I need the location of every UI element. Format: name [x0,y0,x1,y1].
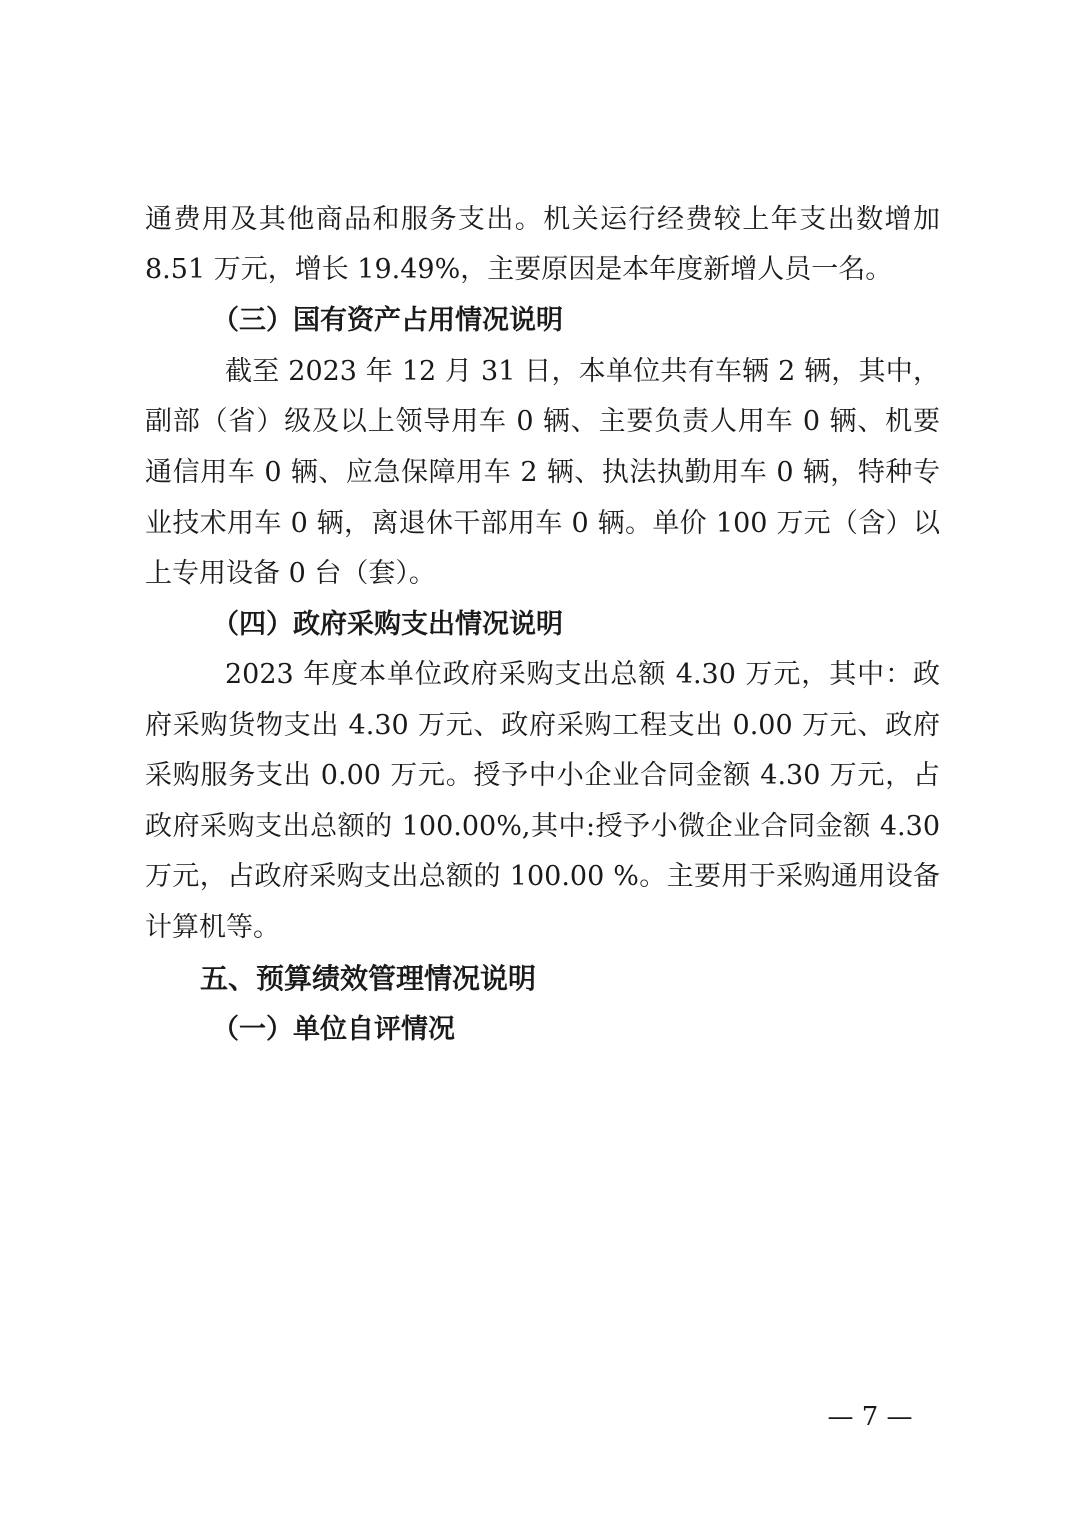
paragraph-line: 通信用车 0 辆、应急保障用车 2 辆、执法执勤用车 0 辆，特种专 [145,457,940,488]
paragraph-line: 上专用设备 0 台（套）。 [145,558,436,589]
paragraph-line: 8.51 万元，增长 19.49%，主要原因是本年度新增人员一名。 [145,254,893,285]
self-evaluation-heading: （一）单位自评情况 [212,1014,455,1045]
paragraph-line: 2023 年度本单位政府采购支出总额 4.30 万元，其中：政 [225,659,940,690]
section-3-heading: （三）国有资产占用情况说明 [212,305,563,336]
paragraph-line: 截至 2023 年 12 月 31 日，本单位共有车辆 2 辆，其中， [225,356,940,387]
paragraph-line: 副部（省）级及以上领导用车 0 辆、主要负责人用车 0 辆、机要 [145,406,940,437]
section-five-heading: 五、预算绩效管理情况说明 [200,962,537,995]
paragraph-line: 万元，占政府采购支出总额的 100.00 %。主要用于采购通用设备 [145,861,940,892]
paragraph-line: 府采购货物支出 4.30 万元、政府采购工程支出 0.00 万元、政府 [145,710,940,741]
page-number: — 7 — [827,1402,913,1432]
paragraph-line: 计算机等。 [145,912,280,943]
section-4-heading: （四）政府采购支出情况说明 [212,609,563,640]
paragraph-line: 采购服务支出 0.00 万元。授予中小企业合同金额 4.30 万元，占 [145,760,940,791]
paragraph-line: 政府采购支出总额的 100.00%,其中:授予小微企业合同金额 4.30 [145,811,940,842]
paragraph-line: 通费用及其他商品和服务支出。机关运行经费较上年支出数增加 [145,204,940,235]
paragraph-line: 业技术用车 0 辆，离退休干部用车 0 辆。单价 100 万元（含）以 [145,508,940,539]
